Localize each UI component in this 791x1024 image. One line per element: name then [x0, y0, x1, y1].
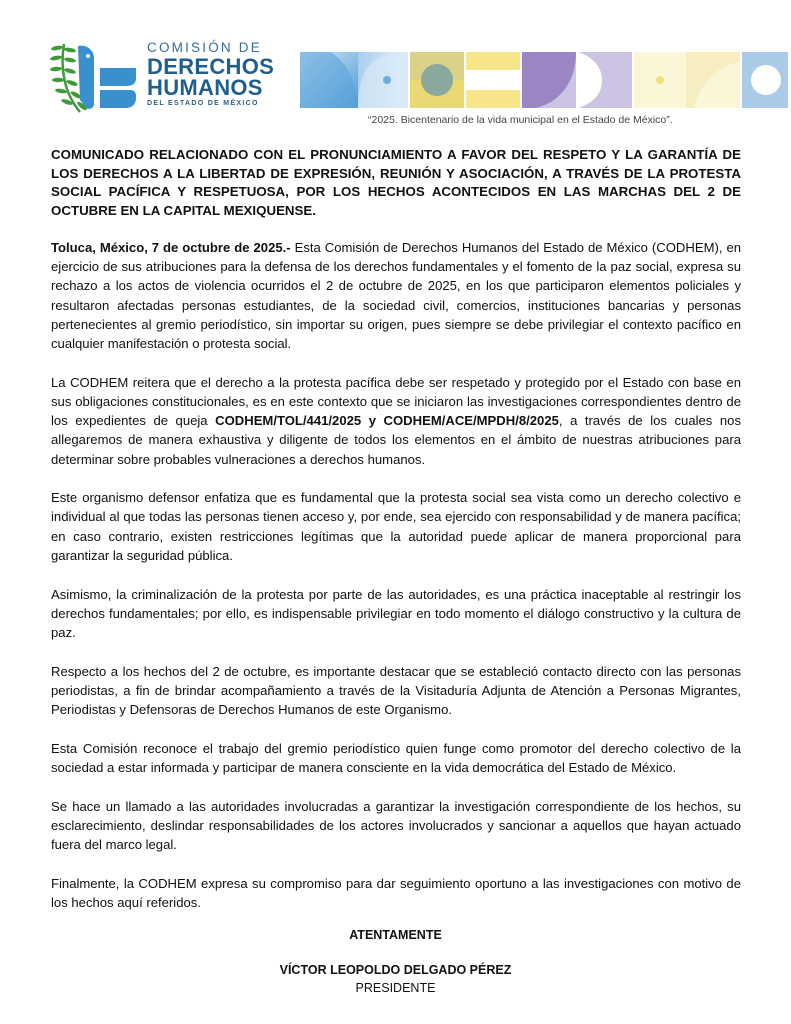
paragraph-investigation: [51, 373, 741, 469]
dove-leaf-icon: [50, 38, 140, 118]
paragraph-investigation-text-a: La CODHEM reitera que el derecho a la protesta pacífica debe ser respetado y protegido por el Estado con base en sus obligaciones constitucionales, es en este contexto que se iniciaron las investigaciones correspondientes dentro de los expedientes de queja: [51, 374, 741, 429]
paragraph-right-to-protest: Este organismo defensor enfatiza que es fundamental que la protesta social sea vista como un derecho colectivo e individual al que todas las personas tienen acceso y, por ende, sea ejercido con responsabilidad y de manera pacífica; en caso contrario, existen restricciones legítimas que la autoridad puede aplicar de manera proporcional para garantizar la seguridad pública.: [51, 490, 741, 563]
logo-line-4: DEL ESTADO DE MÉXICO: [147, 100, 259, 107]
communique-title: COMUNICADO RELACIONADO CON EL PRONUNCIAMIENTO A FAVOR DEL RESPETO Y LA GARANTÍA DE LOS DERECHOS A LA LIBERTAD DE EXPRESIÓN, REUNIÓN Y ASOCIACIÓN, A TRAVÉS DE LA PROTESTA SOCIAL PACÍFICA Y RESPETUOSA, POR LOS HECHOS ACONTECIDOS EN LAS MARCHAS DEL 2 DE OCTUBRE EN LA CAPITAL MEXIQUENSE.: [51, 147, 741, 218]
bicentennial-banner: [300, 52, 788, 108]
paragraph-journalists-recognition: Esta Comisión reconoce el trabajo del gremio periodístico quien funge como promotor del derecho colectivo de la sociedad a estar informada y participar de manera consciente en la vida democrática del Estado de México.: [51, 740, 741, 775]
logo-wordmark: [147, 40, 274, 107]
paragraph-intro: [51, 238, 741, 353]
bicentennial-slogan: “2025. Bicentenario de la vida municipal en el Estado de México”.: [368, 114, 673, 126]
communique-body: [51, 238, 741, 932]
banner-pattern-icon: [300, 52, 788, 108]
dateline: Toluca, México, 7 de octubre de 2025.-: [51, 240, 291, 255]
paragraph-investigation-text-b: , a través de los cuales nos allegaremos de manera exhaustiva y diligente de todos los elementos en el ámbito de nuestras atribuciones para determinar sobre probables vulneraciones a derechos humanos.: [51, 413, 741, 467]
case-numbers: CODHEM/TOL/441/2025 y CODHEM/ACE/MPDH/8/2025: [215, 413, 559, 429]
paragraph-call-to-authorities: Se hace un llamado a las autoridades involucradas a garantizar la investigación correspondiente de los hechos, su esclarecimiento, deslindar responsabilidades de los actores involucrados y sancionar a aquellos que hayan actuado fuera del marco legal.: [51, 798, 741, 853]
paragraph-journalists-contact: Respecto a los hechos del 2 de octubre, es importante destacar que se estableció contacto directo con las personas periodistas, a fin de brindar acompañamiento a través de la Visitaduría Adjunta de Atención a Personas Migrantes, Periodistas y Defensoras de Derechos Humanos de este Organismo.: [51, 663, 741, 718]
paragraph-commitment: Finalmente, la CODHEM expresa su compromiso para dar seguimiento oportuno a las investigaciones con motivo de los hechos aquí referidos.: [51, 875, 741, 910]
logo-line-1: COMISIÓN DE: [147, 40, 262, 55]
logo-line-3: HUMANOS: [147, 75, 263, 100]
paragraph-criminalization: Asimismo, la criminalización de la protesta por parte de las autoridades, es una práctica inaceptable al restringir los derechos fundamentales; por ello, es indispensable privilegiar en todo momento el diálogo constructivo y la cultura de paz.: [51, 586, 741, 640]
signatory-role: PRESIDENTE: [355, 981, 436, 995]
signatory-name: VÍCTOR LEOPOLDO DELGADO PÉREZ: [279, 963, 512, 977]
closing-salutation: ATENTAMENTE: [349, 928, 442, 942]
paragraph-intro-text: Esta Comisión de Derechos Humanos del Estado de México (CODHEM), en ejercicio de sus atribuciones para la defensa de los derechos fundamentales y el fomento de la paz social, expresa su rechazo a los actos de violencia ocurridos el 2 de octubre de 2025, en los que participaron elementos policiales y resultaron afectadas personas estudiantes, de la sociedad civil, comercios, instituciones bancarias y personas pertenecientes al gremio periodístico, sin importar su origen, pues siempre se debe privilegiar el contexto pacífico en cualquier manifestación o protesta social.: [51, 240, 742, 352]
logo-line-2: DERECHOS: [147, 54, 275, 79]
codhem-logo: [50, 38, 285, 118]
